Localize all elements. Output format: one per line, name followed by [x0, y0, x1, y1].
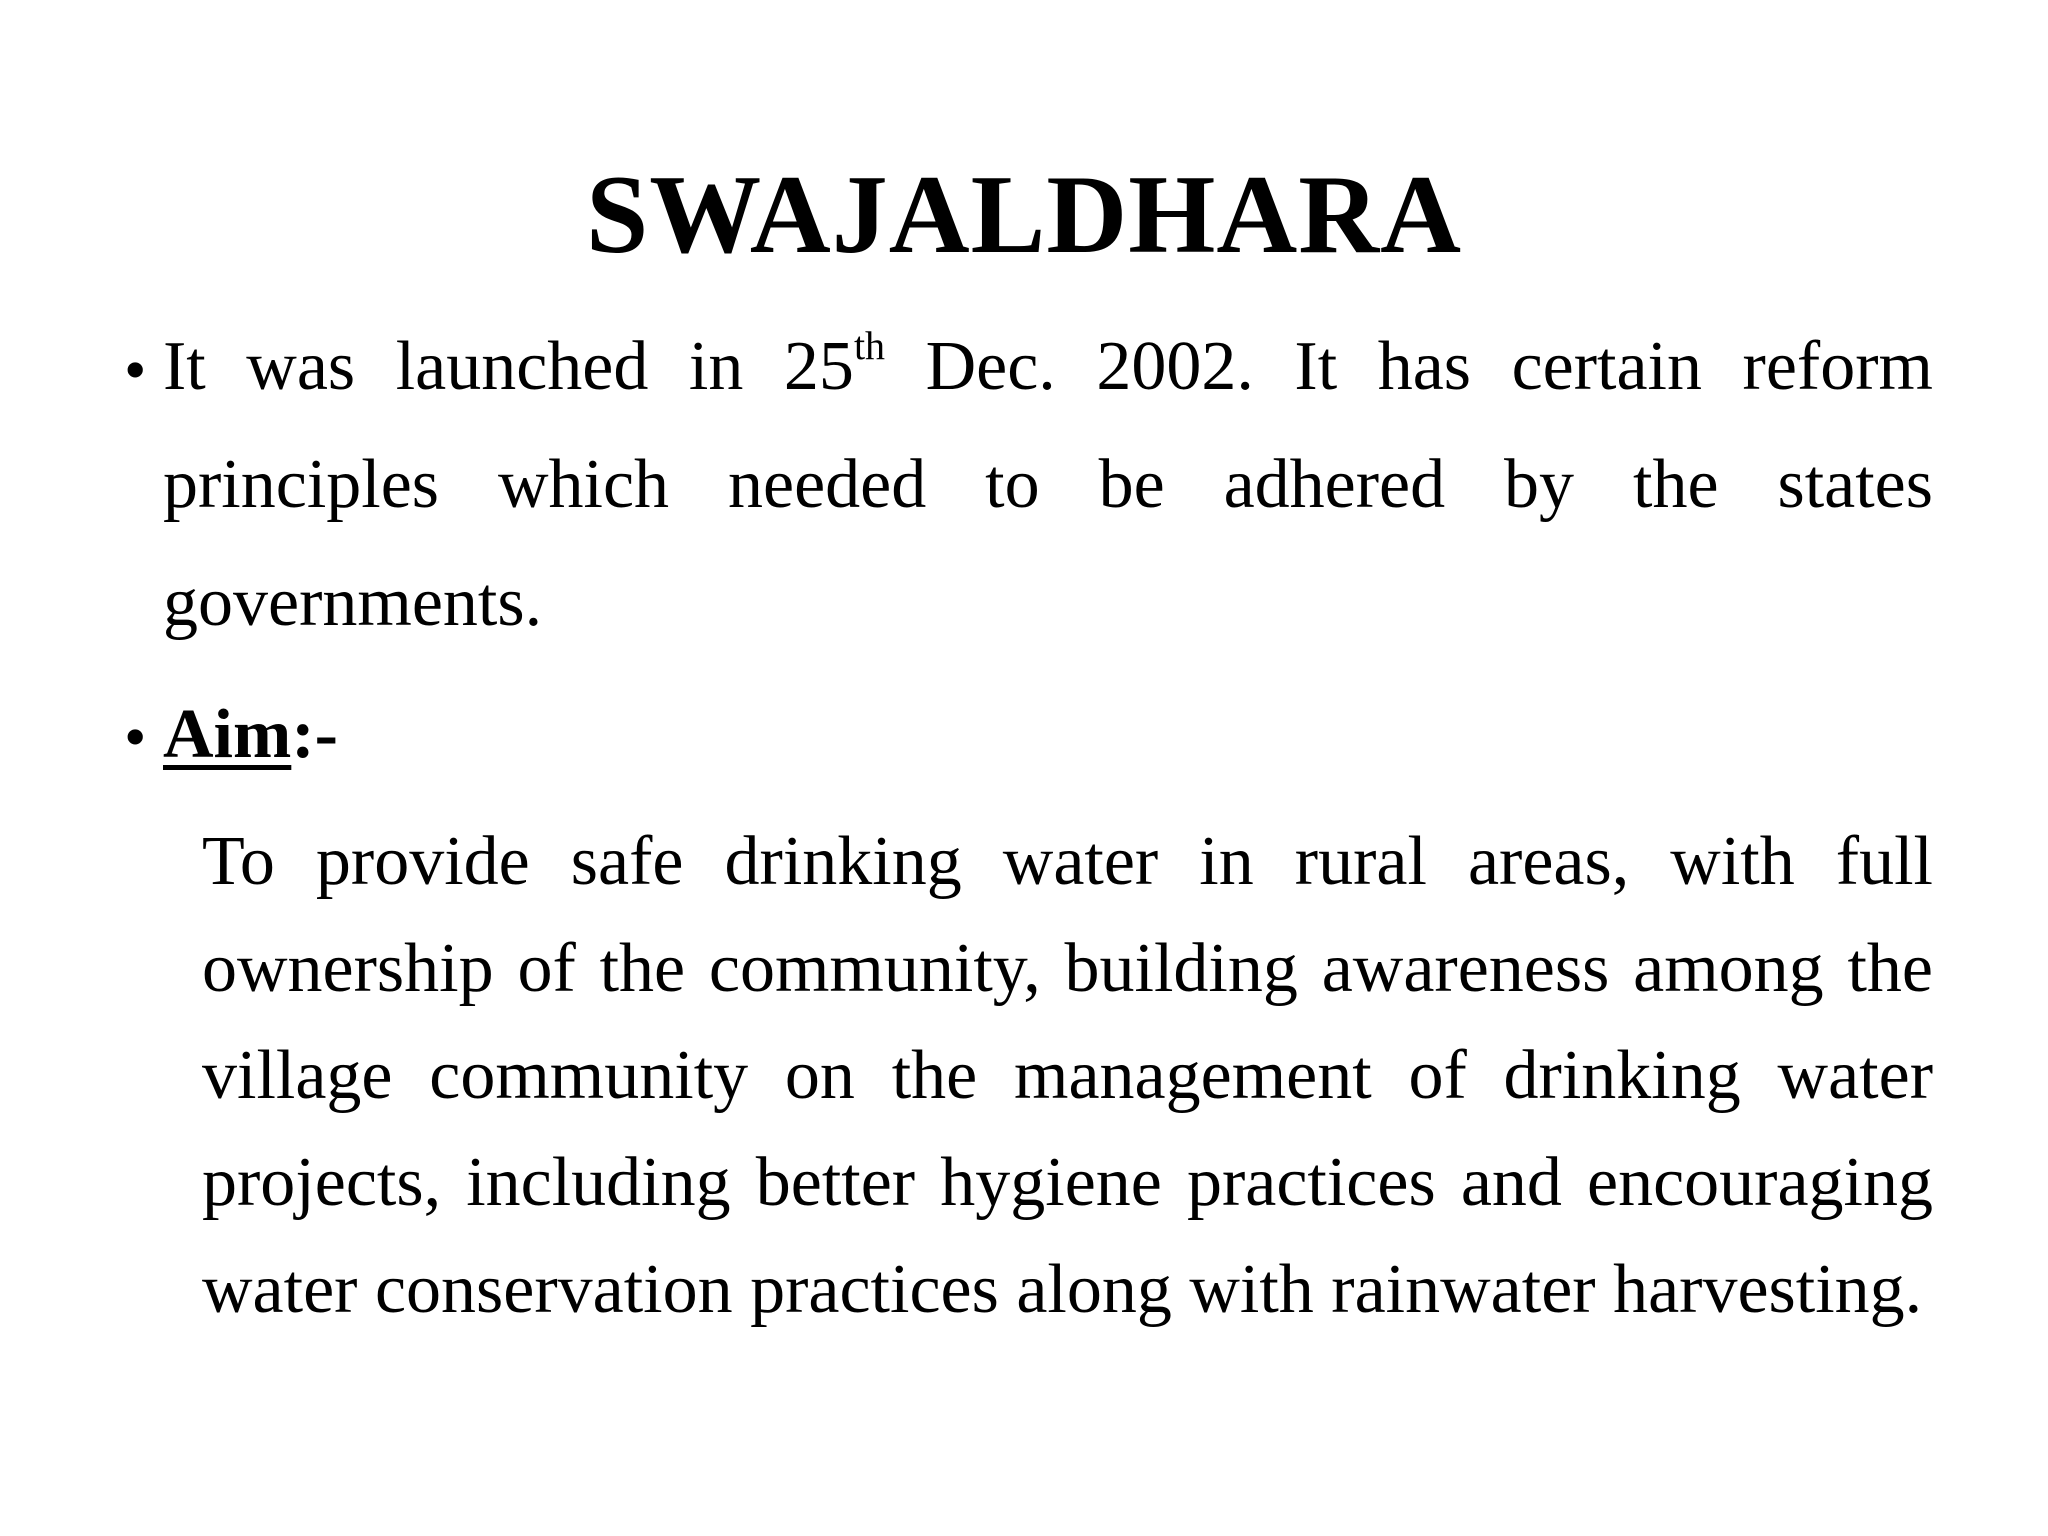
aim-line-3: village community on the management of drinking water [202, 1037, 1933, 1114]
aim-label: Aim [163, 696, 292, 773]
aim-heading [163, 690, 338, 780]
intro-line-1-rest: Dec. 2002. It has certain reform [885, 328, 1933, 405]
intro-paragraph [163, 308, 1933, 662]
intro-line-1 [163, 308, 1933, 426]
aim-line-5: water conservation practices along with rainwater harvesting. [202, 1251, 1923, 1328]
intro-line-3: governments. [163, 564, 543, 641]
intro-line-2: principles which needed to be adhered by the states [163, 446, 1933, 523]
bullet-dot-aim: • [124, 701, 147, 772]
aim-line-2: ownership of the community, building awareness among the [202, 930, 1933, 1007]
intro-line-1-text: It was launched in 25 [163, 328, 854, 405]
aim-suffix: :- [291, 696, 338, 773]
aim-line-4: projects, including better hygiene practices and encouraging [202, 1144, 1933, 1221]
aim-paragraph [202, 808, 1933, 1343]
ordinal-suffix: th [853, 322, 886, 368]
bullet-dot-intro: • [124, 334, 147, 405]
slide-title: SWAJALDHARA [586, 153, 1462, 277]
aim-line-1: To provide safe drinking water in rural areas, with full [202, 823, 1933, 900]
